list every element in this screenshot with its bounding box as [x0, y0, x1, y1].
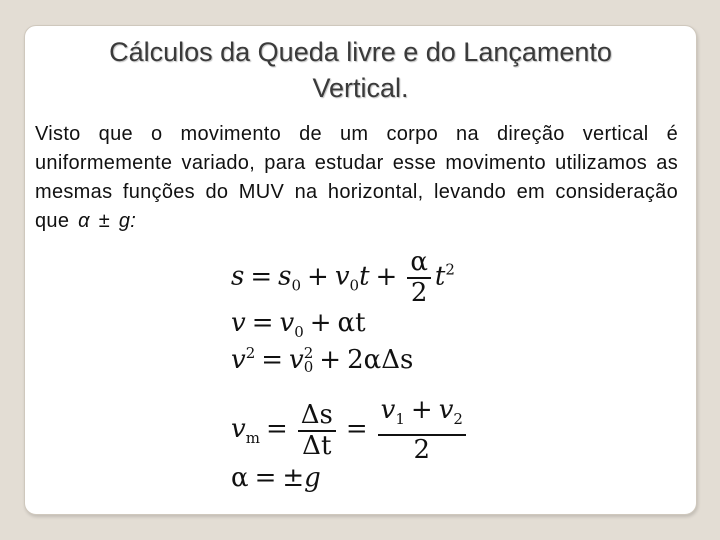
eq1-frac-num: α [407, 248, 431, 279]
eq1-s0: s [278, 261, 292, 292]
eq1-t2: t [434, 261, 446, 292]
equation-mean-velocity [231, 396, 470, 464]
eq4-frac2-num [378, 396, 466, 436]
eq1-frac-den: 2 [410, 278, 428, 308]
eq4-equals-1: = [265, 414, 288, 444]
eq1-s0-sub: 0 [291, 276, 302, 295]
equation-velocity [231, 308, 366, 341]
eq4-frac2-den: 2 [413, 435, 431, 465]
eq5-g: g [304, 463, 321, 493]
equation-position [231, 248, 455, 307]
eq4-v1: v [380, 395, 396, 425]
eq1-equals: = [250, 261, 273, 292]
eq2-v0-sub: 0 [294, 323, 304, 341]
eq1-fraction [407, 248, 431, 307]
eq3-plus: + [319, 345, 342, 375]
eq3-v0: v [289, 345, 304, 375]
eq4-frac2-plus: + [410, 395, 433, 425]
eq1-v0: v [334, 261, 350, 292]
eq3-v0-sub: 0 [303, 358, 314, 376]
eq3-v0-sup: 2 [303, 344, 314, 362]
equation-torricelli [231, 344, 413, 375]
eq3-rest: 2αΔs [347, 345, 414, 375]
eq2-plus: + [309, 308, 332, 338]
equation-acceleration [231, 463, 321, 493]
title-line-2: Vertical. [312, 73, 409, 103]
eq4-equals-2: = [345, 414, 368, 444]
eq2-at: αt [337, 308, 366, 338]
eq4-frac1-den: Δt [302, 430, 332, 461]
paragraph-math-tail: α ± g: [78, 210, 137, 232]
eq5-alpha: α [231, 463, 249, 493]
eq3-equals: = [261, 345, 284, 375]
eq1-t: t [359, 261, 370, 292]
slide-title [25, 34, 696, 106]
body-paragraph [35, 120, 678, 236]
eq1-plus-2: + [375, 261, 398, 292]
eq2-equals: = [251, 308, 274, 338]
paragraph-main: Visto que o movimento de um corpo na direção vertical é uniformemente variado, para estudar esse movimento utilizamos as mesmas funções do MUV na horizontal, levando em consideração que [35, 123, 678, 232]
eq4-frac1-num: Δs [298, 401, 336, 432]
eq4-v2-sub: 2 [453, 410, 463, 428]
eq2-v: v [231, 308, 246, 338]
eq3-v0-scripts [304, 346, 314, 374]
eq4-vm-sub: m [245, 429, 260, 447]
eq4-v1-sub: 1 [395, 410, 405, 428]
eq3-v-sup: 2 [245, 344, 256, 362]
eq5-plus-minus: ± [282, 463, 305, 493]
eq1-plus-1: + [307, 261, 329, 292]
eq4-fraction-2 [378, 396, 466, 464]
eq4-v2: v [438, 395, 454, 425]
slide-card [24, 25, 697, 515]
eq2-v0: v [279, 308, 295, 338]
eq4-vm: v [231, 414, 246, 444]
eq3-v: v [231, 345, 246, 375]
eq1-s: s [231, 261, 245, 292]
title-line-1: Cálculos da Queda livre e do Lançamento [109, 37, 612, 67]
eq1-v0-sub: 0 [349, 276, 360, 295]
eq1-t2-sup: 2 [445, 260, 455, 279]
eq5-equals: = [254, 463, 277, 493]
eq4-fraction-1 [298, 401, 336, 460]
